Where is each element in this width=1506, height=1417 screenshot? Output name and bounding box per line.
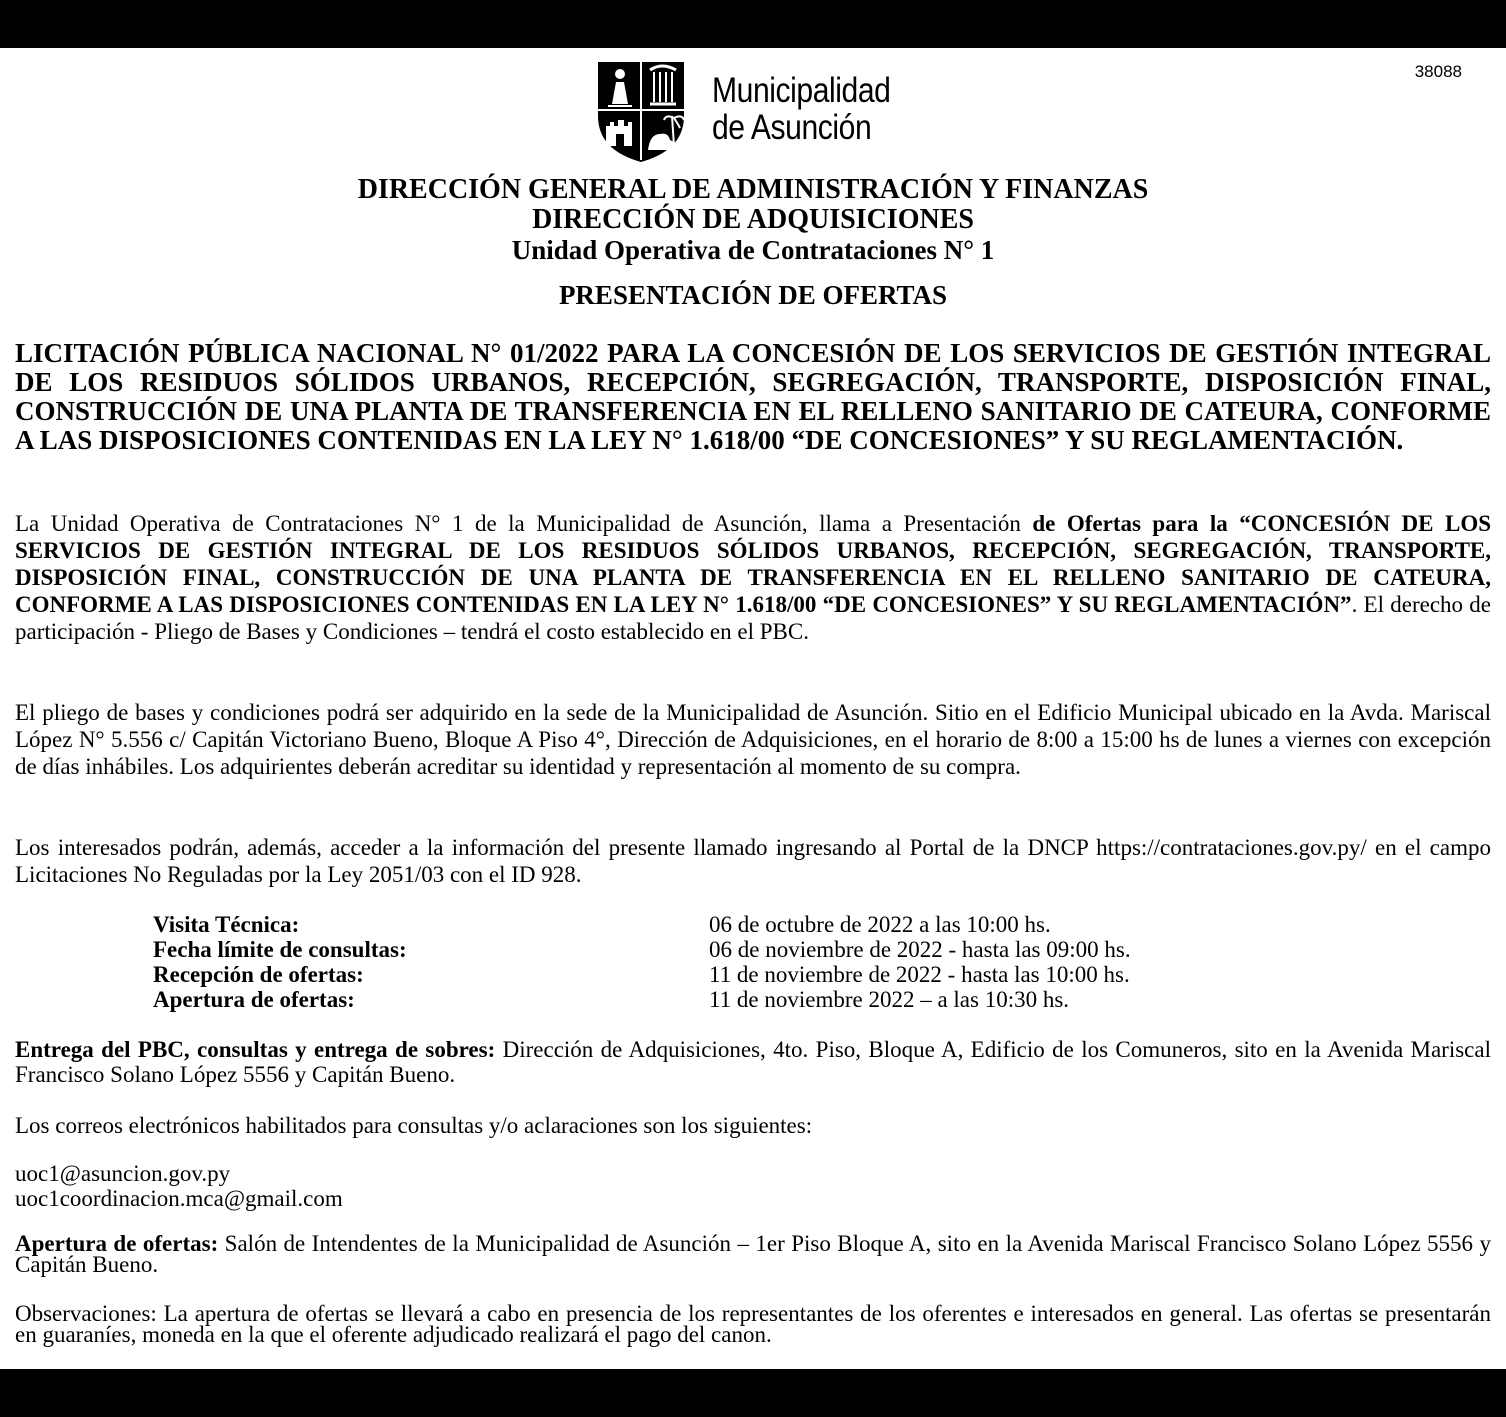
ad-number: 38088 (1414, 62, 1462, 81)
schedule-value: 06 de noviembre de 2022 - hasta las 09:00 hs. (709, 937, 1131, 962)
schedule-value: 11 de noviembre 2022 – a las 10:30 hs. (709, 987, 1070, 1012)
schedule-row (153, 962, 1353, 987)
call-rest: . El derecho de participación - Pliego de Bases y Condiciones – tendrá el costo establecido en el PBC. (15, 592, 1491, 644)
delivery-text: Dirección de Adquisiciones, 4to. Piso, Bloque A, Edificio de los Comuneros, sito en la Avenida Mariscal Francisco Solano López 5556 y Capitán Bueno. (15, 1037, 1491, 1087)
portal-paragraph: Los interesados podrán, además, acceder a la información del presente llamado ingresando al Portal de la DNCP https://contrataciones.gov.py/ en el campo Licitaciones No Reguladas por la Ley 2051/03 con el ID 928. (15, 835, 1491, 887)
tender-title: LICITACIÓN PÚBLICA NACIONAL N° 01/2022 PARA LA CONCESIÓN DE LOS SERVICIOS DE GESTIÓN INTEGRAL DE LOS RESIDUOS SÓLIDOS URBANOS, RECEPCIÓN, SEGREGACIÓN, TRANSPORTE, DISPOSICIÓN FINAL, CONSTRUCCIÓN DE UNA PLANTA DE TRANSFERENCIA EN EL RELLENO SANITARIO DE CATEURA, CONFORME A LAS DISPOSICIONES CONTENIDAS EN LA LEY N° 1.618/00 “DE CONCESIONES” Y SU REGLAMENTACIÓN. (15, 338, 1491, 455)
email-list (15, 1161, 1491, 1211)
logo-line-1: Municipalidad (712, 71, 891, 110)
logo-wordmark (712, 72, 890, 146)
call-paragraph (15, 510, 1491, 645)
notice-page (0, 48, 1506, 1369)
delivery-label: Entrega del PBC, consultas y entrega de sobres: (15, 1037, 496, 1062)
opening-label: Apertura de ofertas: (15, 1231, 219, 1256)
heading-directorate: DIRECCIÓN DE ADQUISICIONES (532, 204, 974, 235)
schedule-table (153, 912, 1353, 1012)
schedule-row (153, 912, 1353, 937)
heading-directorate-general: DIRECCIÓN GENERAL DE ADMINISTRACIÓN Y FINANZAS (357, 174, 1149, 205)
schedule-value: 11 de noviembre de 2022 - hasta las 10:00 hs. (709, 962, 1130, 987)
schedule-value: 06 de octubre de 2022 a las 10:00 hs. (709, 912, 1051, 937)
logo-line-2: de Asunción (712, 108, 872, 147)
heading-notice-type: PRESENTACIÓN DE OFERTAS (558, 280, 948, 310)
heading-block (0, 175, 1506, 310)
observations-paragraph: Observaciones: La apertura de ofertas se llevará a cabo en presencia de los representantes de los oferentes e interesados en general. Las ofertas se presentarán en guaraníes, moneda en la que el oferente adjudicado realizará el pago del canon. (15, 1301, 1491, 1347)
coat-of-arms-icon (594, 54, 688, 164)
email-address: uoc1@asuncion.gov.py (15, 1161, 231, 1186)
municipality-logo (594, 54, 920, 164)
schedule-label: Recepción de ofertas: (153, 962, 364, 987)
emails-intro: Los correos electrónicos habilitados para consultas y/o aclaraciones son los siguientes: (15, 1113, 813, 1138)
delivery-paragraph (15, 1037, 1491, 1087)
email-address: uoc1coordinacion.mca@gmail.com (15, 1186, 343, 1211)
call-intro: La Unidad Operativa de Contrataciones N° 1 de la Municipalidad de Asunción, llama a Presentación (15, 511, 1033, 536)
schedule-row (153, 937, 1353, 962)
schedule-row (153, 987, 1353, 1012)
heading-unit: Unidad Operativa de Contrataciones N° 1 (511, 235, 995, 265)
opening-text: Salón de Intendentes de la Municipalidad de Asunción – 1er Piso Bloque A, sito en la Avenida Mariscal Francisco Solano López 5556 y Capitán Bueno. (15, 1231, 1492, 1277)
acquisition-paragraph: El pliego de bases y condiciones podrá ser adquirido en la sede de la Municipalidad de Asunción. Sitio en el Edificio Municipal ubicado en la Avda. Mariscal López N° 5.556 c/ Capitán Victoriano Bueno, Bloque A Piso 4°, Dirección de Adquisiciones, en el horario de 8:00 a 15:00 hs de lunes a viernes con excepción de días inhábiles. Los adquirientes deberán acreditar su identidad y representación al momento de su compra. (15, 700, 1491, 779)
call-bold: de Ofertas para la “CONCESIÓN DE LOS SERVICIOS DE GESTIÓN INTEGRAL DE LOS RESIDUOS SÓLIDOS URBANOS, RECEPCIÓN, SEGREGACIÓN, TRANSPORTE, DISPOSICIÓN FINAL, CONSTRUCCIÓN DE UNA PLANTA DE TRANSFERENCIA EN EL RELLENO SANITARIO DE CATEURA, CONFORME A LAS DISPOSICIONES CONTENIDAS EN LA LEY N° 1.618/00 “DE CONCESIONES” Y SU REGLAMENTACIÓN” (15, 511, 1491, 617)
schedule-label: Apertura de ofertas: (153, 987, 355, 1012)
opening-paragraph (15, 1233, 1491, 1275)
schedule-label: Fecha límite de consultas: (153, 937, 407, 962)
schedule-label: Visita Técnica: (153, 912, 300, 937)
